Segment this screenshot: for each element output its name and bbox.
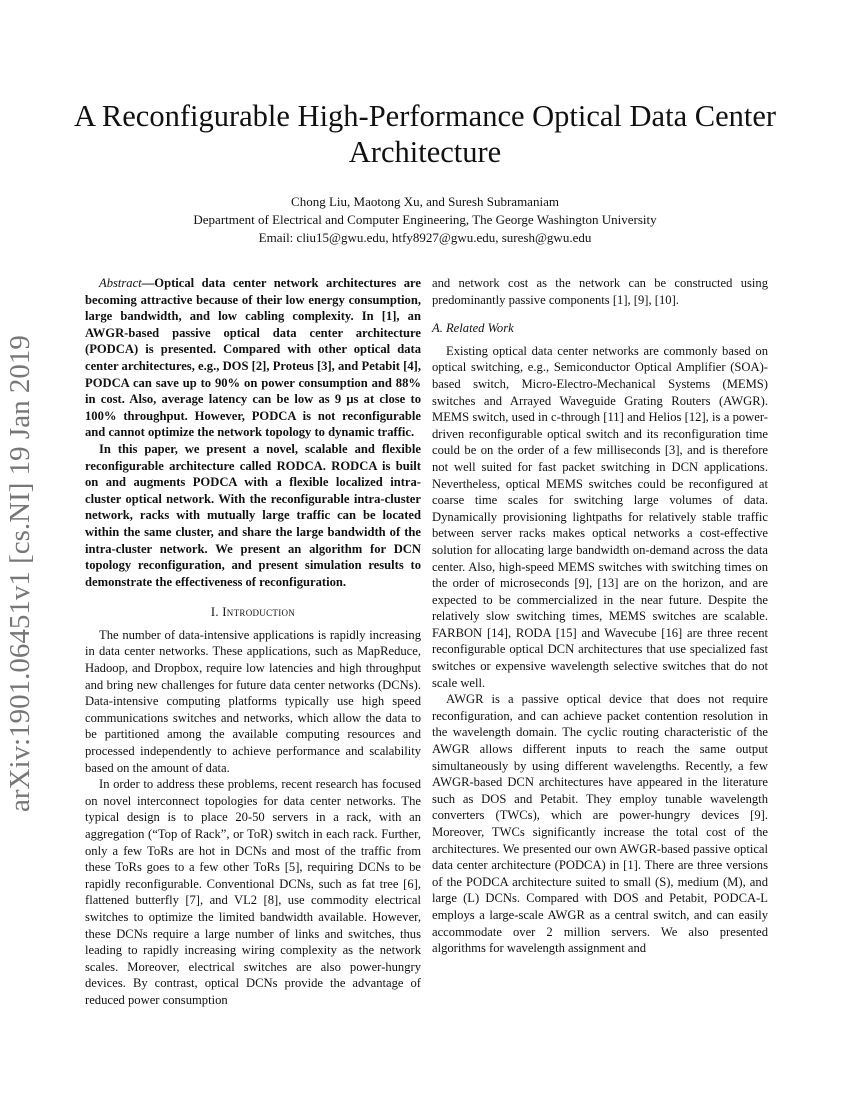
- paragraph: and network cost as the network can be constructed using predominantly passive components [1], [9], [10].: [432, 276, 768, 307]
- abstract-p1: [85, 275, 421, 441]
- left-column: [85, 275, 421, 1009]
- authors: Chong Liu, Maotong Xu, and Suresh Subramaniam: [291, 194, 559, 209]
- email: Email: cliu15@gwu.edu, htfy8927@gwu.edu, suresh@gwu.edu: [258, 230, 592, 245]
- abstract-p2: In this paper, we present a novel, scalable and flexible reconfigurable architecture called RODCA. RODCA is built on and augments PODCA with a flexible localized intra-cluster optical network. With the reconfigurable intra-cluster network, racks with mutually large traffic can be located within the same cluster, and share the large bandwidth of the intra-cluster network. We present an algorithm for DCN topology reconfiguration, and present simulation results to demonstrate the effectiveness of reconfiguration.: [85, 441, 421, 589]
- affiliation: Department of Electrical and Computer Engineering, The George Washington University: [193, 212, 657, 227]
- abstract-label: Abstract: [99, 276, 142, 290]
- paragraph: Existing optical data center networks are commonly based on optical switching, e.g., Semiconductor Optical Amplifier (SOA)-based switch, Micro-Electro-Mechanical Systems (MEMS) switches and Arrayed Waveguide Grating Routers (AWGR). MEMS switch, used in c-through [11] and Helios [12], is a power-driven reconfigurable optical switch and its reconfiguration time could be on the order of a few milliseconds [3], and is therefore not well suited for fast packet switching in DCN applications. Nevertheless, optical MEMS switches could be reconfigured at coarse time scales for switching large volumes of data. Dynamically provisioning lightpaths for relatively stable traffic between server racks makes optical networks a cost-effective solution for allocating large bandwidth on-demand across the data center. Also, high-speed MEMS switches with switching times on the order of microseconds [9], [13] are on the horizon, and are expected to be commercialized in the near future. Despite the relatively slow switching times, MEMS switches are scalable. FARBON [14], RODA [15] and Wavecube [16] are three recent reconfigurable optical DCN architectures that use specialized fast switches or expensive wavelength selective switches that do not scale well.: [432, 343, 768, 690]
- paragraph: AWGR is a passive optical device that does not require reconfiguration, and can achieve packet contention resolution in the wavelength domain. The cyclic routing characteristic of the AWGR allows different inputs to reach the same output simultaneously by using different wavelengths. Recently, a few AWGR-based DCN architectures have appeared in the literature such as DOS and Petabit. They employ tunable wavelength converters (TWCs), which are power-hungry devices [9]. Moreover, TWCs significantly increase the total cost of the architectures. We presented our own AWGR-based passive optical data center architecture (PODCA) in [1]. There are three versions of the PODCA architecture suited to small (S), medium (M), and large (L) DCNs. Compared with DOS and Petabit, PODCA-L employs a large-scale AWGR as a central switch, and can easily accommodate over 2 million servers. We also presented algorithms for wavelength assignment and: [432, 692, 768, 956]
- paper-title: A Reconfigurable High-Performance Optical Data Center Architecture: [73, 99, 777, 169]
- paragraph: The number of data-intensive applications is rapidly increasing in data center networks. These applications, such as MapReduce, Hadoop, and Dropbox, require low latencies and high throughput and bring new challenges for future data center networks (DCNs). Data-intensive computing platforms typically use high speed communications switches and networks, which allow the data to be partitioned among the available computing resources and processed independently to achieve performance and scalability based on the amount of data.: [85, 627, 421, 775]
- abstract-text: —Optical data center network architectures are becoming attractive because of their low energy consumption, large bandwidth, and low cabling complexity. In [1], an AWGR-based passive optical data center architecture (PODCA) is presented. Compared with other optical data center architectures, e.g., DOS [2], Proteus [3], and Petabit [4], PODCA can save up to 90% on power consumption and 88% in cost. Also, average latency can be low as 9 μs at close to 100% throughput. However, PODCA is not reconfigurable and cannot optimize the network topology to dynamic traffic.: [85, 276, 421, 440]
- arxiv-stamp: arXiv:1901.06451v1 [cs.NI] 19 Jan 2019: [4, 335, 36, 812]
- section-heading: I. Introduction: [210, 605, 296, 620]
- subsection-heading: A. Related Work: [432, 321, 514, 336]
- paragraph: In order to address these problems, recent research has focused on novel interconnect topologies for data center networks. The typical design is to place 20-50 servers in a rack, with an aggregation (“Top of Rack”, or ToR) switch in each rack. Further, only a few ToRs are hot in DCNs and most of the traffic from these ToRs goes to a few other ToRs [5], requiring DCNs to be rapidly reconfigurable. Conventional DCNs, such as fat tree [6], flattened butterfly [7], and VL2 [8], use commodity electrical switches to optimize the limited bandwidth available. However, these DCNs require a large number of links and switches, thus leading to rapidly increasing wiring complexity as the network scales. Moreover, electrical switches are also power-hungry devices. By contrast, optical DCNs provide the advantage of reduced power consumption: [85, 777, 421, 1007]
- right-column: [432, 275, 768, 957]
